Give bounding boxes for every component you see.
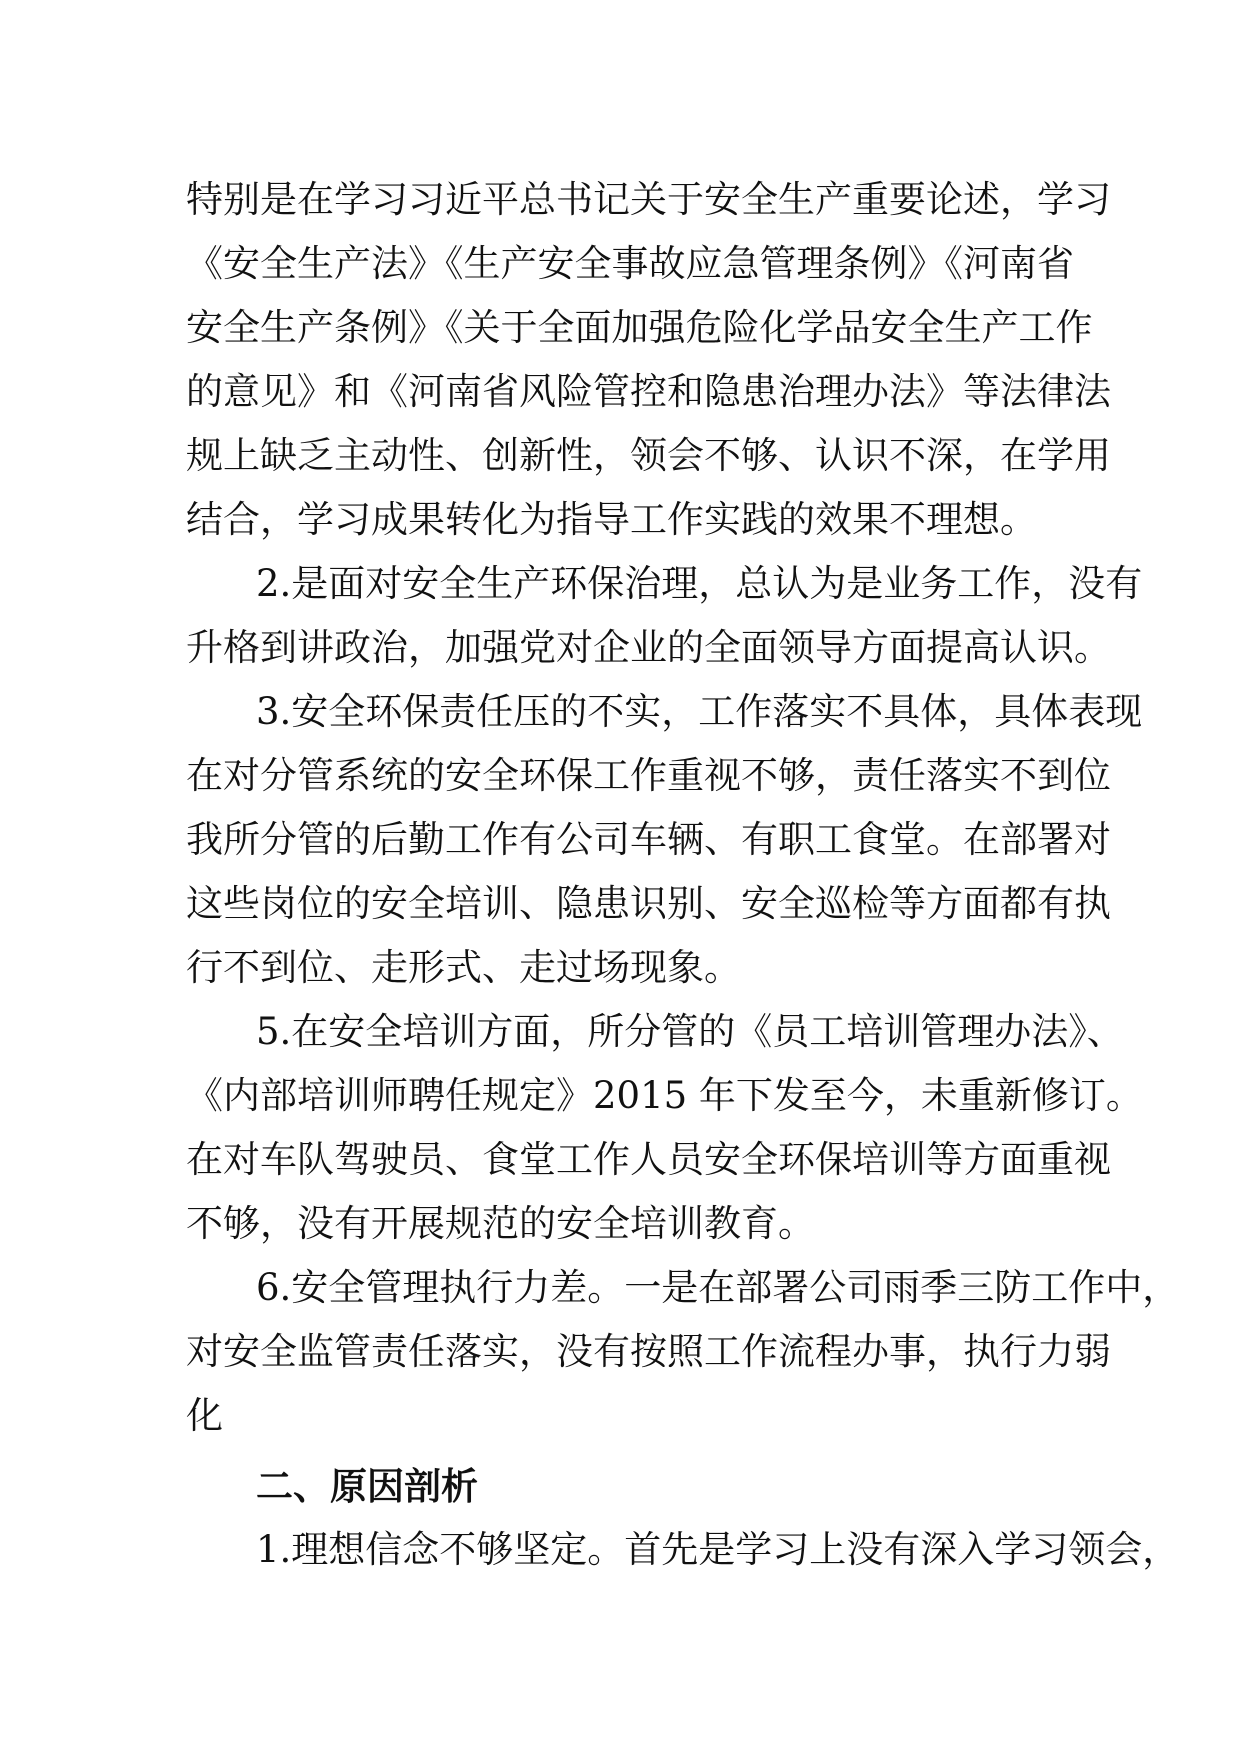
paragraph-start-line: 1.理想信念不够坚定。首先是学习上没有深入学习领会， <box>256 1528 1180 1571</box>
text-line: 行不到位、走形式、走过场现象。 <box>186 946 741 989</box>
section-heading: 二、原因剖析 <box>256 1464 478 1508</box>
document-body <box>186 168 1180 1582</box>
text-line: 对安全监管责任落实，没有按照工作流程办事，执行力弱 <box>186 1330 1111 1373</box>
paragraph-start-line: 3.安全环保责任压的不实，工作落实不具体，具体表现 <box>256 690 1143 733</box>
text-line: 的意见》和《河南省风险管控和隐患治理办法》等法律法 <box>186 370 1111 413</box>
text-line: 在对分管系统的安全环保工作重视不够，责任落实不到位 <box>186 754 1111 797</box>
text-line: 升格到讲政治，加强党对企业的全面领导方面提高认识。 <box>186 626 1111 669</box>
text-line: 在对车队驾驶员、食堂工作人员安全环保培训等方面重视 <box>186 1138 1111 1181</box>
text-line: 结合，学习成果转化为指导工作实践的效果不理想。 <box>186 498 1037 541</box>
paragraph-start-line: 5.在安全培训方面，所分管的《员工培训管理办法》、 <box>256 1010 1124 1053</box>
paragraph-start-line: 2.是面对安全生产环保治理，总认为是业务工作，没有 <box>256 562 1143 605</box>
text-line: 特别是在学习习近平总书记关于安全生产重要论述，学习 <box>186 178 1111 221</box>
text-line: 我所分管的后勤工作有公司车辆、有职工食堂。在部署对 <box>186 818 1111 861</box>
text-line: 这些岗位的安全培训、隐患识别、安全巡检等方面都有执 <box>186 882 1111 925</box>
text-line: 不够，没有开展规范的安全培训教育。 <box>186 1202 815 1245</box>
text-line: 《安全生产法》《生产安全事故应急管理条例》《河南省 <box>186 242 1074 285</box>
text-line: 《内部培训师聘任规定》2015 年下发至今，未重新修订。 <box>186 1074 1143 1117</box>
text-line: 规上缺乏主动性、创新性，领会不够、认识不深，在学用 <box>186 434 1111 477</box>
paragraph-start-line: 6.安全管理执行力差。一是在部署公司雨季三防工作中， <box>256 1266 1180 1309</box>
text-line: 安全生产条例》《关于全面加强危险化学品安全生产工作 <box>186 306 1093 349</box>
text-line: 化 <box>186 1394 223 1437</box>
